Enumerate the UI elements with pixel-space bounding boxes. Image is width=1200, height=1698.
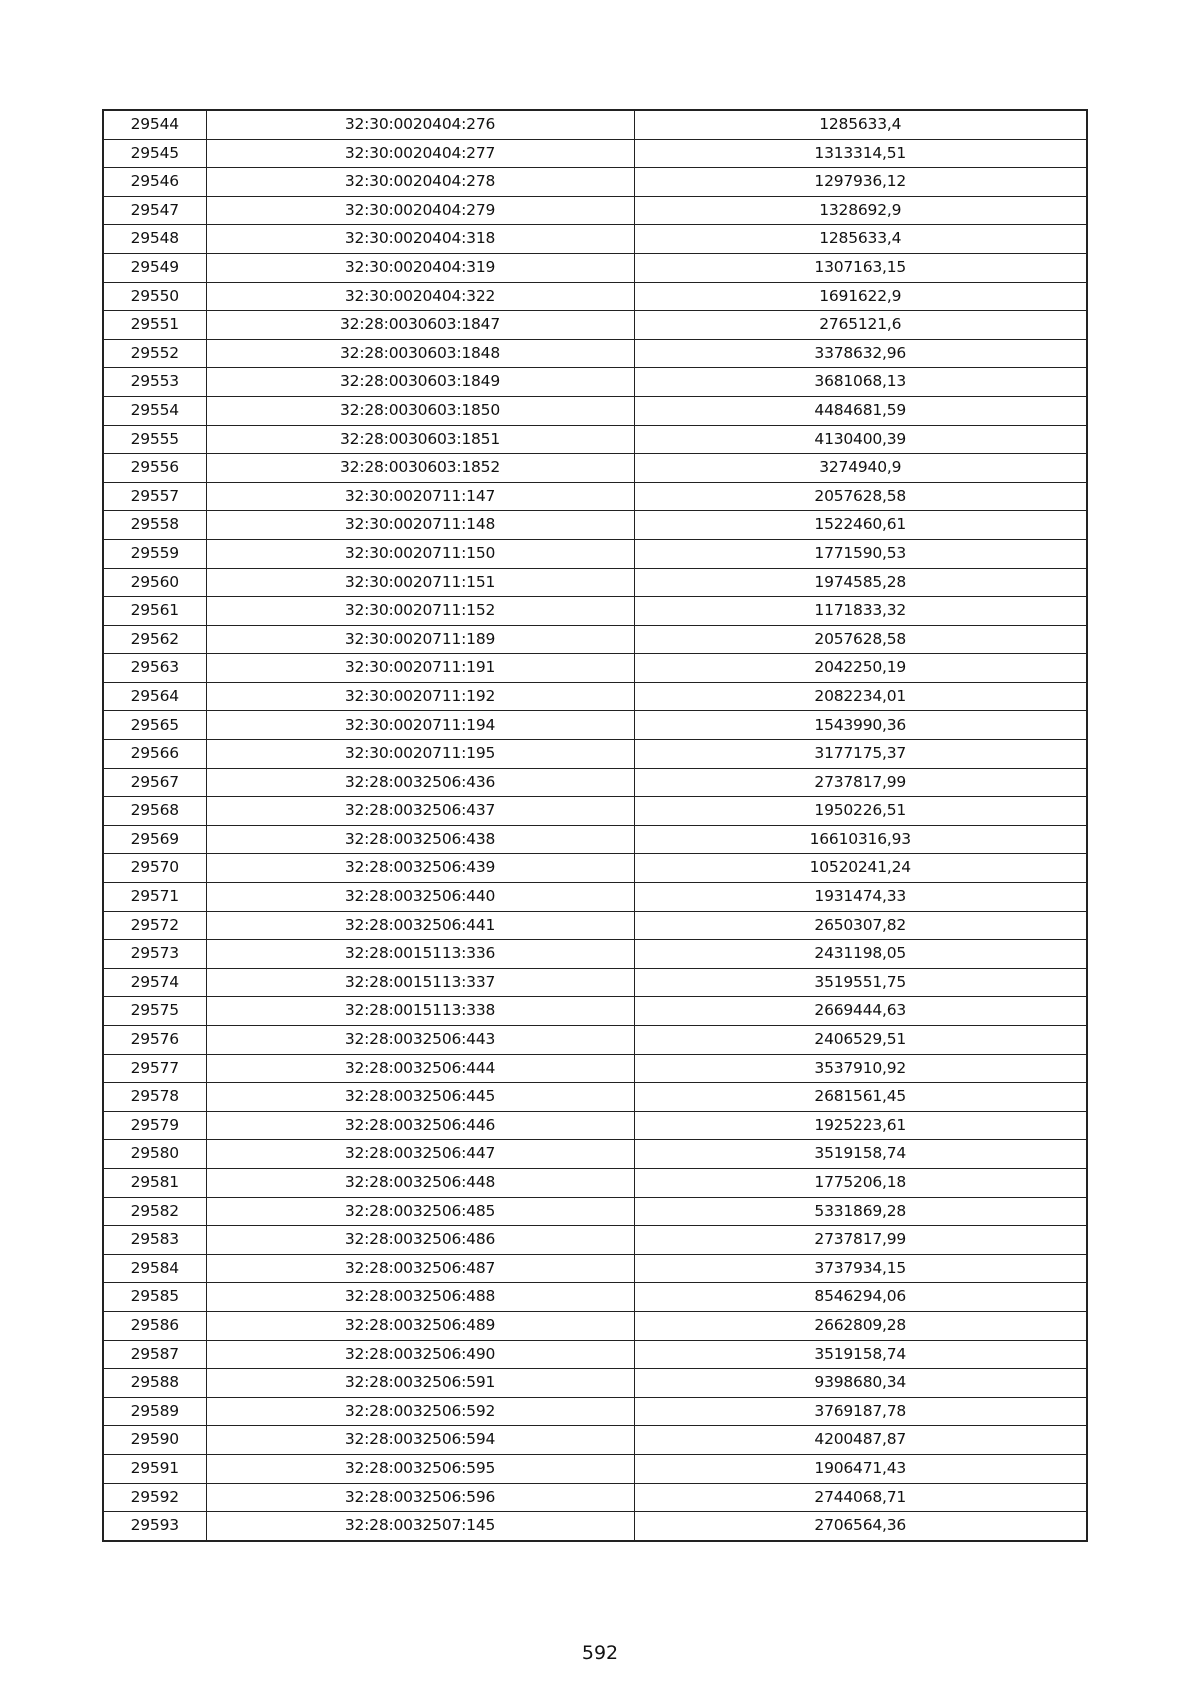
cadastral-number-cell: 32:28:0030603:1848 <box>206 339 634 368</box>
cadastral-number-cell: 32:28:0032506:445 <box>206 1083 634 1112</box>
row-number-cell: 29586 <box>103 1311 206 1340</box>
value-cell: 1297936,12 <box>634 168 1087 197</box>
cadastral-number-cell: 32:28:0032506:592 <box>206 1397 634 1426</box>
table-row <box>103 654 1087 683</box>
cadastral-number-cell: 32:28:0032506:447 <box>206 1140 634 1169</box>
cadastral-number-cell: 32:28:0032506:437 <box>206 797 634 826</box>
value-cell: 16610316,93 <box>634 825 1087 854</box>
row-number-cell: 29573 <box>103 940 206 969</box>
row-number-cell: 29565 <box>103 711 206 740</box>
table-row <box>103 597 1087 626</box>
table-row <box>103 940 1087 969</box>
table-row <box>103 1283 1087 1312</box>
row-number-cell: 29567 <box>103 768 206 797</box>
row-number-cell: 29552 <box>103 339 206 368</box>
cadastral-number-cell: 32:28:0030603:1851 <box>206 425 634 454</box>
value-cell: 2744068,71 <box>634 1483 1087 1512</box>
data-table <box>102 109 1088 1542</box>
table-row <box>103 1426 1087 1455</box>
cadastral-number-cell: 32:30:0020404:277 <box>206 139 634 168</box>
row-number-cell: 29584 <box>103 1254 206 1283</box>
table-row <box>103 1054 1087 1083</box>
row-number-cell: 29555 <box>103 425 206 454</box>
table-row <box>103 139 1087 168</box>
row-number-cell: 29578 <box>103 1083 206 1112</box>
row-number-cell: 29563 <box>103 654 206 683</box>
table-row <box>103 539 1087 568</box>
row-number-cell: 29588 <box>103 1369 206 1398</box>
table-row <box>103 968 1087 997</box>
table-row <box>103 368 1087 397</box>
value-cell: 5331869,28 <box>634 1197 1087 1226</box>
value-cell: 2681561,45 <box>634 1083 1087 1112</box>
table-body <box>103 110 1087 1541</box>
value-cell: 3177175,37 <box>634 740 1087 769</box>
cadastral-number-cell: 32:30:0020711:150 <box>206 539 634 568</box>
value-cell: 3537910,92 <box>634 1054 1087 1083</box>
cadastral-number-cell: 32:30:0020404:279 <box>206 196 634 225</box>
table-row <box>103 1197 1087 1226</box>
value-cell: 3681068,13 <box>634 368 1087 397</box>
table-row <box>103 253 1087 282</box>
row-number-cell: 29558 <box>103 511 206 540</box>
row-number-cell: 29569 <box>103 825 206 854</box>
value-cell: 2765121,6 <box>634 311 1087 340</box>
row-number-cell: 29554 <box>103 396 206 425</box>
table-row <box>103 339 1087 368</box>
table-row <box>103 768 1087 797</box>
value-cell: 2057628,58 <box>634 482 1087 511</box>
value-cell: 2706564,36 <box>634 1512 1087 1541</box>
cadastral-number-cell: 32:28:0032506:487 <box>206 1254 634 1283</box>
value-cell: 2650307,82 <box>634 911 1087 940</box>
value-cell: 1285633,4 <box>634 110 1087 139</box>
row-number-cell: 29561 <box>103 597 206 626</box>
value-cell: 2669444,63 <box>634 997 1087 1026</box>
cadastral-number-cell: 32:28:0032506:440 <box>206 883 634 912</box>
value-cell: 4130400,39 <box>634 425 1087 454</box>
cadastral-number-cell: 32:28:0032506:436 <box>206 768 634 797</box>
table-row <box>103 1254 1087 1283</box>
table-row <box>103 282 1087 311</box>
row-number-cell: 29560 <box>103 568 206 597</box>
row-number-cell: 29551 <box>103 311 206 340</box>
row-number-cell: 29585 <box>103 1283 206 1312</box>
value-cell: 2737817,99 <box>634 768 1087 797</box>
cadastral-number-cell: 32:28:0032506:488 <box>206 1283 634 1312</box>
value-cell: 3378632,96 <box>634 339 1087 368</box>
value-cell: 4200487,87 <box>634 1426 1087 1455</box>
table-row <box>103 396 1087 425</box>
value-cell: 8546294,06 <box>634 1283 1087 1312</box>
row-number-cell: 29590 <box>103 1426 206 1455</box>
cadastral-number-cell: 32:28:0032506:595 <box>206 1454 634 1483</box>
value-cell: 1950226,51 <box>634 797 1087 826</box>
cadastral-number-cell: 32:28:0015113:336 <box>206 940 634 969</box>
value-cell: 3274940,9 <box>634 454 1087 483</box>
cadastral-number-cell: 32:30:0020711:151 <box>206 568 634 597</box>
value-cell: 1313314,51 <box>634 139 1087 168</box>
cadastral-number-cell: 32:30:0020404:318 <box>206 225 634 254</box>
value-cell: 1307163,15 <box>634 253 1087 282</box>
table-row <box>103 110 1087 139</box>
row-number-cell: 29583 <box>103 1226 206 1255</box>
table-row <box>103 1140 1087 1169</box>
table-row <box>103 1083 1087 1112</box>
row-number-cell: 29562 <box>103 625 206 654</box>
row-number-cell: 29575 <box>103 997 206 1026</box>
value-cell: 1931474,33 <box>634 883 1087 912</box>
row-number-cell: 29587 <box>103 1340 206 1369</box>
cadastral-number-cell: 32:30:0020404:276 <box>206 110 634 139</box>
cadastral-number-cell: 32:30:0020711:189 <box>206 625 634 654</box>
row-number-cell: 29550 <box>103 282 206 311</box>
value-cell: 2082234,01 <box>634 682 1087 711</box>
page-number: 592 <box>581 1642 619 1664</box>
table-row <box>103 196 1087 225</box>
value-cell: 1974585,28 <box>634 568 1087 597</box>
cadastral-number-cell: 32:28:0030603:1850 <box>206 396 634 425</box>
cadastral-number-cell: 32:30:0020711:152 <box>206 597 634 626</box>
row-number-cell: 29576 <box>103 1026 206 1055</box>
row-number-cell: 29571 <box>103 883 206 912</box>
table-row <box>103 911 1087 940</box>
value-cell: 2042250,19 <box>634 654 1087 683</box>
table-row <box>103 1397 1087 1426</box>
value-cell: 1171833,32 <box>634 597 1087 626</box>
row-number-cell: 29570 <box>103 854 206 883</box>
cadastral-number-cell: 32:30:0020711:147 <box>206 482 634 511</box>
row-number-cell: 29593 <box>103 1512 206 1541</box>
row-number-cell: 29572 <box>103 911 206 940</box>
value-cell: 3519158,74 <box>634 1140 1087 1169</box>
row-number-cell: 29564 <box>103 682 206 711</box>
table-row <box>103 797 1087 826</box>
row-number-cell: 29546 <box>103 168 206 197</box>
value-cell: 3769187,78 <box>634 1397 1087 1426</box>
value-cell: 4484681,59 <box>634 396 1087 425</box>
value-cell: 2431198,05 <box>634 940 1087 969</box>
cadastral-number-cell: 32:30:0020711:192 <box>206 682 634 711</box>
cadastral-number-cell: 32:28:0015113:337 <box>206 968 634 997</box>
row-number-cell: 29559 <box>103 539 206 568</box>
value-cell: 10520241,24 <box>634 854 1087 883</box>
row-number-cell: 29566 <box>103 740 206 769</box>
cadastral-number-cell: 32:28:0032506:448 <box>206 1168 634 1197</box>
value-cell: 3519551,75 <box>634 968 1087 997</box>
table-row <box>103 425 1087 454</box>
table-row <box>103 625 1087 654</box>
cadastral-number-cell: 32:30:0020404:322 <box>206 282 634 311</box>
row-number-cell: 29547 <box>103 196 206 225</box>
cadastral-number-cell: 32:30:0020404:319 <box>206 253 634 282</box>
cadastral-number-cell: 32:28:0032506:486 <box>206 1226 634 1255</box>
table-row <box>103 883 1087 912</box>
row-number-cell: 29574 <box>103 968 206 997</box>
row-number-cell: 29556 <box>103 454 206 483</box>
row-number-cell: 29548 <box>103 225 206 254</box>
value-cell: 1775206,18 <box>634 1168 1087 1197</box>
cadastral-number-cell: 32:28:0032506:443 <box>206 1026 634 1055</box>
table-row <box>103 1512 1087 1541</box>
value-cell: 3519158,74 <box>634 1340 1087 1369</box>
table-row <box>103 854 1087 883</box>
cadastral-number-cell: 32:28:0032506:439 <box>206 854 634 883</box>
table-row <box>103 1311 1087 1340</box>
table-row <box>103 1168 1087 1197</box>
cadastral-number-cell: 32:30:0020711:195 <box>206 740 634 769</box>
value-cell: 1285633,4 <box>634 225 1087 254</box>
cadastral-number-cell: 32:28:0032506:490 <box>206 1340 634 1369</box>
value-cell: 2057628,58 <box>634 625 1087 654</box>
table-row <box>103 511 1087 540</box>
value-cell: 2662809,28 <box>634 1311 1087 1340</box>
cadastral-number-cell: 32:30:0020711:148 <box>206 511 634 540</box>
cadastral-number-cell: 32:28:0032506:591 <box>206 1369 634 1398</box>
cadastral-number-cell: 32:28:0032506:446 <box>206 1111 634 1140</box>
table-row <box>103 1340 1087 1369</box>
cadastral-number-cell: 32:28:0032506:438 <box>206 825 634 854</box>
row-number-cell: 29582 <box>103 1197 206 1226</box>
value-cell: 1925223,61 <box>634 1111 1087 1140</box>
cadastral-number-cell: 32:28:0032506:444 <box>206 1054 634 1083</box>
row-number-cell: 29544 <box>103 110 206 139</box>
cadastral-number-cell: 32:28:0030603:1852 <box>206 454 634 483</box>
table-row <box>103 682 1087 711</box>
cadastral-number-cell: 32:30:0020404:278 <box>206 168 634 197</box>
table-row <box>103 997 1087 1026</box>
cadastral-number-cell: 32:30:0020711:191 <box>206 654 634 683</box>
cadastral-number-cell: 32:28:0032507:145 <box>206 1512 634 1541</box>
cadastral-number-cell: 32:28:0030603:1847 <box>206 311 634 340</box>
cadastral-number-cell: 32:28:0015113:338 <box>206 997 634 1026</box>
value-cell: 1691622,9 <box>634 282 1087 311</box>
row-number-cell: 29581 <box>103 1168 206 1197</box>
table-row <box>103 1369 1087 1398</box>
cadastral-number-cell: 32:28:0032506:594 <box>206 1426 634 1455</box>
value-cell: 2737817,99 <box>634 1226 1087 1255</box>
row-number-cell: 29553 <box>103 368 206 397</box>
cadastral-number-cell: 32:28:0032506:485 <box>206 1197 634 1226</box>
row-number-cell: 29577 <box>103 1054 206 1083</box>
cadastral-number-cell: 32:28:0032506:596 <box>206 1483 634 1512</box>
cadastral-number-cell: 32:28:0030603:1849 <box>206 368 634 397</box>
table-row <box>103 740 1087 769</box>
table-row <box>103 168 1087 197</box>
table-row <box>103 482 1087 511</box>
table-row <box>103 1111 1087 1140</box>
row-number-cell: 29589 <box>103 1397 206 1426</box>
value-cell: 1906471,43 <box>634 1454 1087 1483</box>
value-cell: 1543990,36 <box>634 711 1087 740</box>
value-cell: 1522460,61 <box>634 511 1087 540</box>
value-cell: 2406529,51 <box>634 1026 1087 1055</box>
table-row <box>103 711 1087 740</box>
table-row <box>103 825 1087 854</box>
value-cell: 1771590,53 <box>634 539 1087 568</box>
row-number-cell: 29579 <box>103 1111 206 1140</box>
cadastral-number-cell: 32:30:0020711:194 <box>206 711 634 740</box>
row-number-cell: 29592 <box>103 1483 206 1512</box>
cadastral-number-cell: 32:28:0032506:489 <box>206 1311 634 1340</box>
table-row <box>103 454 1087 483</box>
row-number-cell: 29591 <box>103 1454 206 1483</box>
value-cell: 3737934,15 <box>634 1254 1087 1283</box>
value-cell: 9398680,34 <box>634 1369 1087 1398</box>
table-row <box>103 1026 1087 1055</box>
cadastral-number-cell: 32:28:0032506:441 <box>206 911 634 940</box>
table-row <box>103 1483 1087 1512</box>
row-number-cell: 29549 <box>103 253 206 282</box>
row-number-cell: 29568 <box>103 797 206 826</box>
table-row <box>103 1454 1087 1483</box>
row-number-cell: 29557 <box>103 482 206 511</box>
table-row <box>103 568 1087 597</box>
row-number-cell: 29545 <box>103 139 206 168</box>
table-row <box>103 225 1087 254</box>
table-row <box>103 311 1087 340</box>
row-number-cell: 29580 <box>103 1140 206 1169</box>
value-cell: 1328692,9 <box>634 196 1087 225</box>
table-row <box>103 1226 1087 1255</box>
